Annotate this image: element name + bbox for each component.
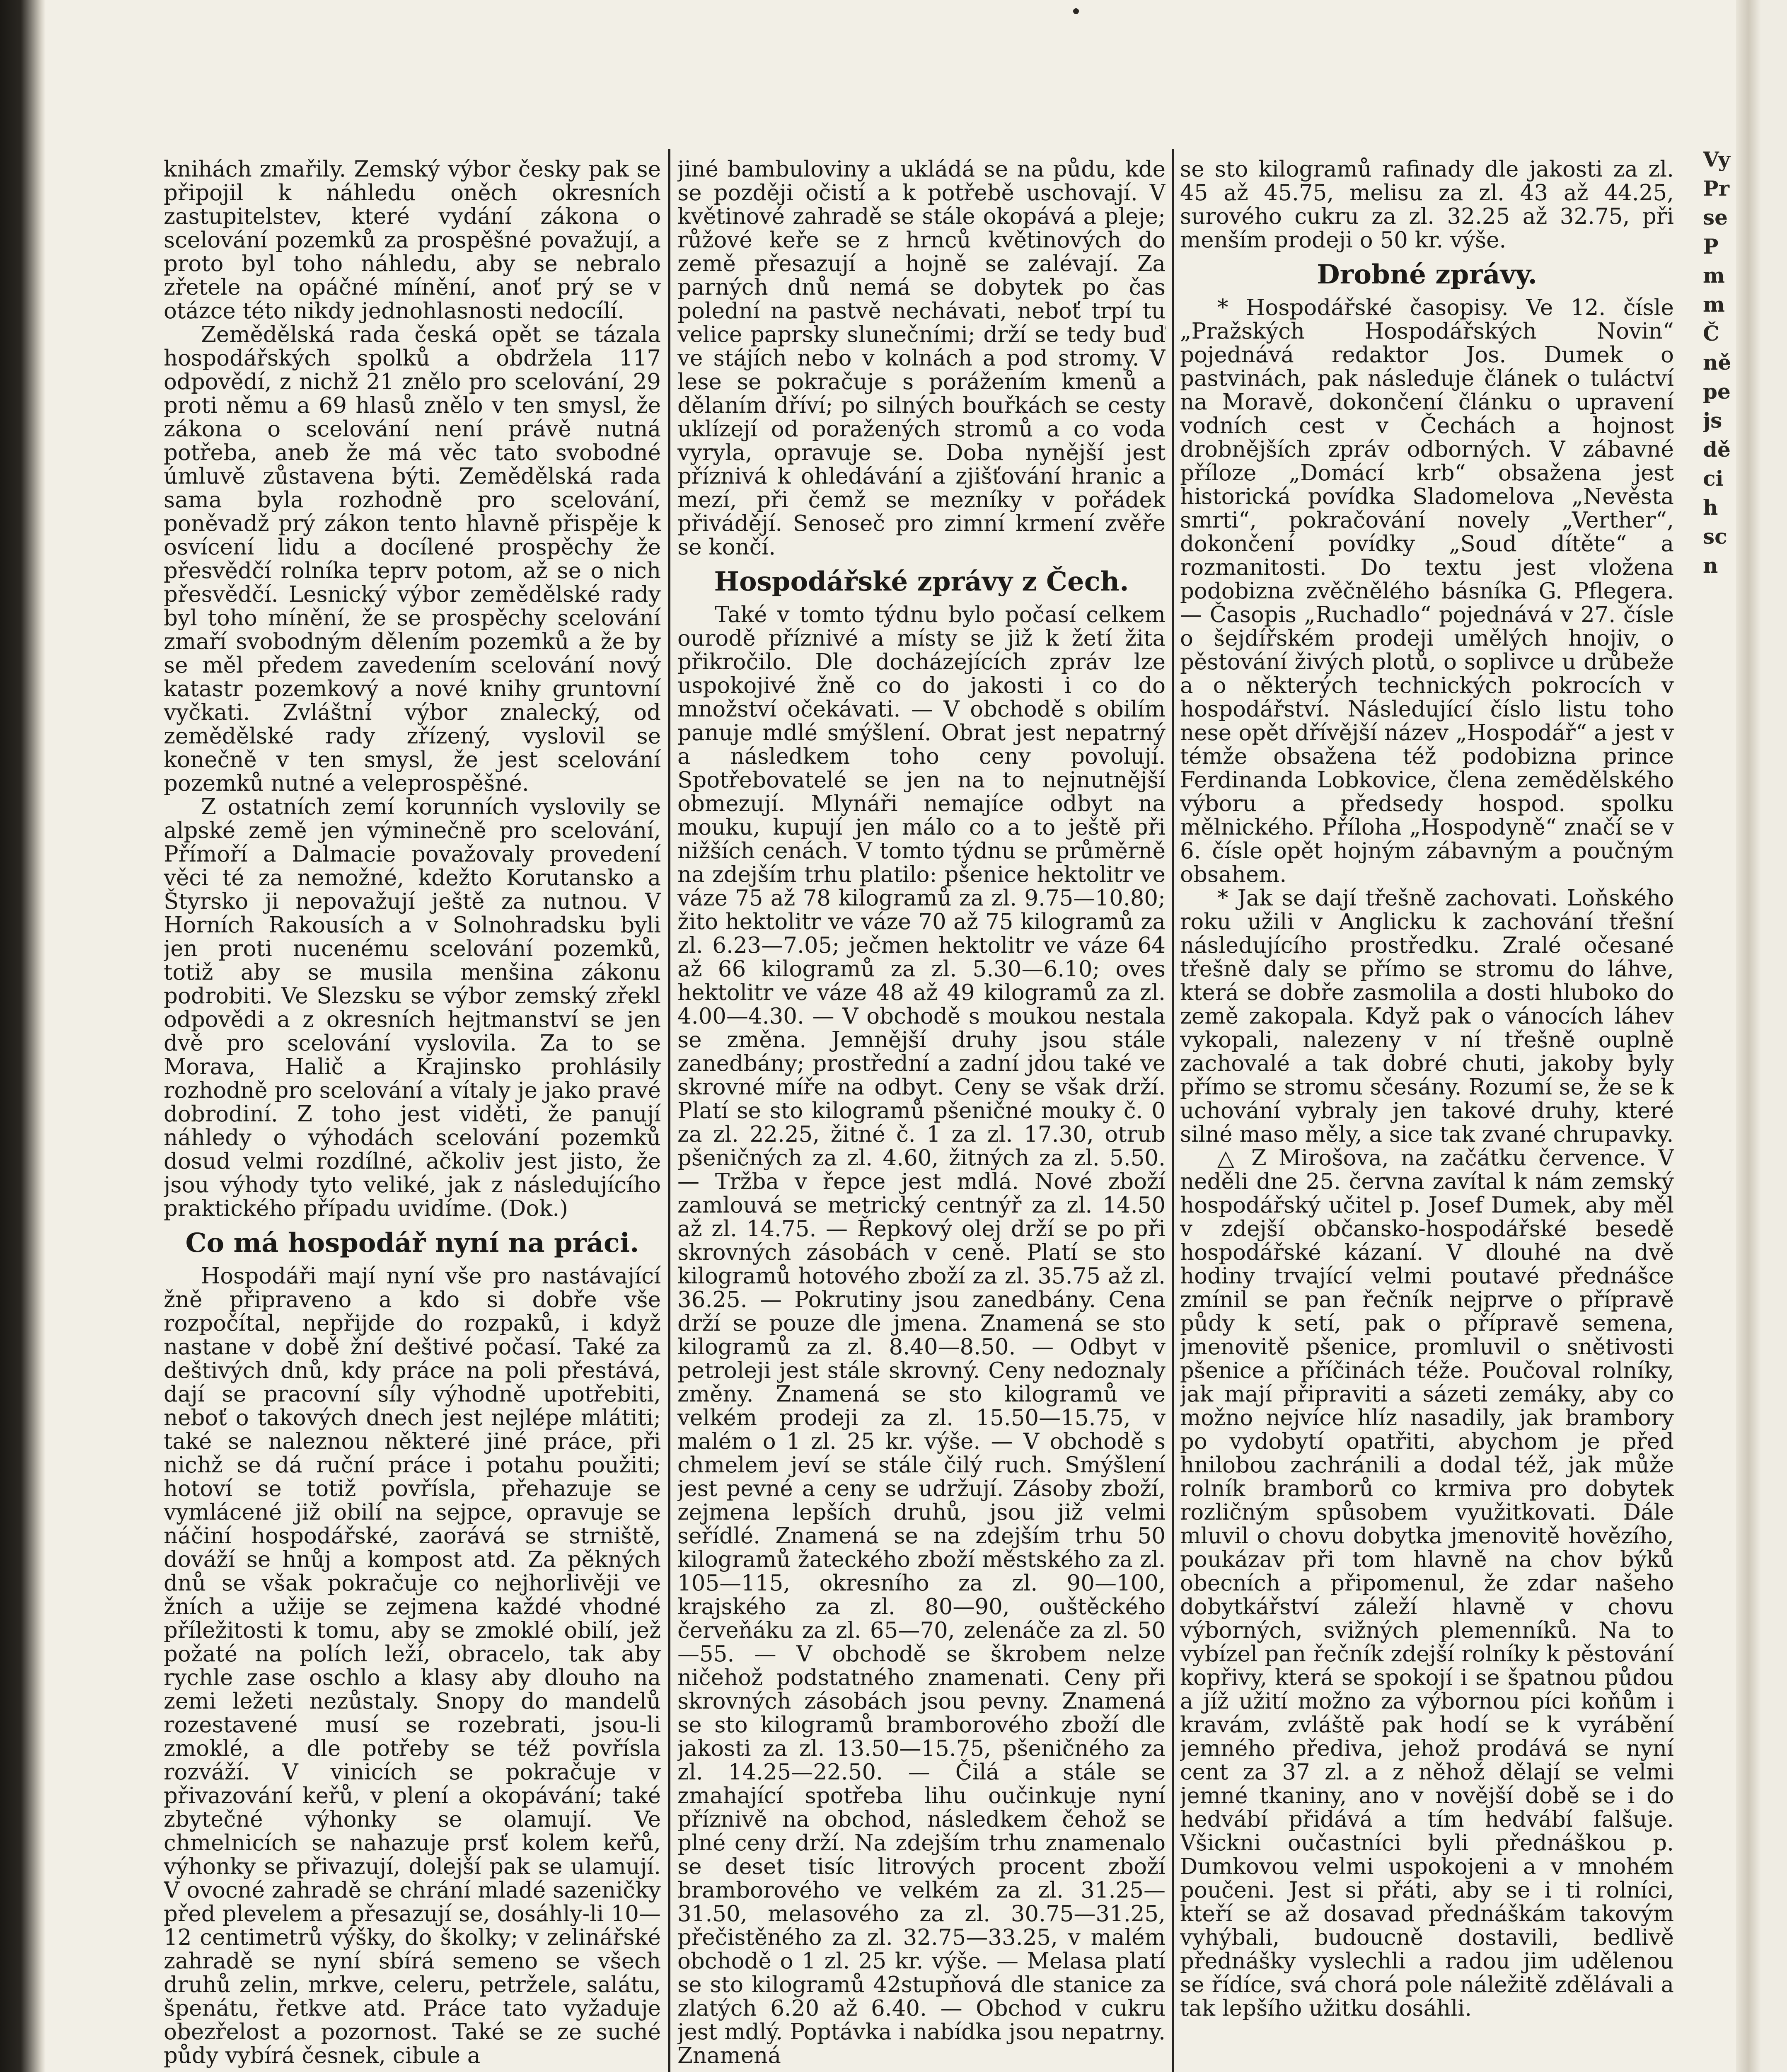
- page-binding-edge: [0, 0, 46, 2072]
- edge-fragment: ně: [1703, 350, 1731, 375]
- edge-fragment: se: [1703, 205, 1728, 230]
- edge-fragment: P: [1703, 234, 1719, 259]
- edge-fragment: Č: [1703, 321, 1719, 346]
- paragraph: Hospodáři mají nyní vše pro nastávající žně připraveno a kdo si dobře vše rozpočítal, nepřijde do rozpaků, i když nastane v době žní deštivé počasí. Také za deštivých dnů, kdy práce na poli přestává, dají se pracovní síly výhodně upotřebiti, neboť o takových dnech jest nejlépe mlátiti; také se naleznou některé jiné práce, při nichž se dá ruční práce i potahu použiti; hotoví se totiž povřísla, přehazuje se vymlácené již obilí na sejpce, opravuje se náčiní hospodářské, zaorává se strniště, dováží se hnůj a kompost atd. Za pěkných dnů se však pokračuje co nejhorlivěji ve žních a užije se zejmena každé vhodné příležitosti k tomu, aby se zmoklé obilí, jež požaté na polích leží, obracelo, tak aby rychle zase oschlo a klasy aby dlouho na zemi ležeti nezůstaly. Snopy do mandelů rozestavené musí se rozebrati, jsou-li zmoklé, a dle potřeby se též povřísla rozváží. V vinicích se pokračuje v přivazování keřů, v plení a okopávání; také zbytečné výhonky se olamují. Ve chmelnicích se nahazuje prsť kolem keřů, výhonky se přivazují, dolejší pak se ulamují. V ovocné zahradě se chrání mladé sazeničky před plevelem a přesazují se, dosáhly-li 10—12 centimetrů výšky, do školky; v zelinářské zahradě se nyní sbírá semeno se všech druhů zelin, mrkve, celeru, petržele, salátu, špenátu, řetkve atd. Práce tato vyžaduje obezřelost a pozornost. Také se ze suché půdy vybírá česnek, cibule a: [164, 1264, 661, 2068]
- paragraph: * Jak se dají třešně zachovati. Loňského roku užili v Anglicku k zachování třešní následujícího prostředku. Zralé očesané třešně daly se přímo se stromu do láhve, která se dobře zasmolila a dosti hluboko do země zakopala. Když pak o vánocích láhev vykopali, nalezeny v ní třešně ouplně zachovalé a tak dobré chuti, jakoby byly přímo se stromu sčesány. Rozumí se, že se k uchování vybraly jen takové druhy, které silné maso měly, a sice tak zvané chrupavky.: [1180, 886, 1674, 1147]
- adjacent-page-text-fragments: [1703, 145, 1736, 767]
- adjacent-page-edge: [1736, 0, 1787, 2072]
- edge-fragment: m: [1703, 263, 1725, 288]
- column-3: [1180, 157, 1674, 2072]
- paragraph: △ Z Mirošova, na začátku července. V neděli dne 25. června zavítal k nám zemský hospodářský učitel p. Josef Dumek, aby měl v zdejší občansko-hospodářské besedě hospodářské kázaní. V dlouhé na dvě hodiny trvající velmi poutavé přednášce zmínil se pan řečník nejprve o přípravě půdy k setí, pak o přípravě semena, jmenovitě pšenice, promluvil o snětivosti pšenice a příčinách téže. Poučoval rolníky, jak mají připraviti a sázeti zemáky, aby co možno nejvíce hlíz nasadily, jak brambory po vydobytí opatřiti, abychom je před hnilobou zachránili a dodal též, jak může rolník bramborů co krmiva pro dobytek rozličným spůsobem využitkovati. Dále mluvil o chovu dobytka jmenovitě hovězího, poukázav při tom hlavně na chov býků obecních a připomenul, že zdar našeho dobytkářství záleží hlavně v chovu výborných, svižných plemenníků. Na to vybízel pan řečník zdejší rolníky k pěstování kopřivy, která se spokojí i se špatnou půdou a jíž užití možno za výbornou píci koňům i kravám, zvláště pak hodí se k vyrábění jemného přediva, jehož prodává se nyní cent za 37 zl. a z něhož dělají se velmi jemné tkaniny, ano v novější době se i do hedvábí přidává a tím hedvábí falšuje. Všickni oučastníci byli přednáškou p. Dumkovou velmi uspokojeni a v mnohém poučeni. Jest si přáti, aby se i ti rolníci, kteří se až dosavad přednáškám takovým vyhýbali, budoucně dostavili, bedlivě přednášky vyslechli a radou jim udělenou se řídíce, svá chorá pole náležitě zdělávali a tak lepšího užitku dosáhli.: [1180, 1145, 1674, 2021]
- edge-fragment: m: [1703, 292, 1725, 317]
- paragraph: * Hospodářské časopisy. Ve 12. čísle „Pražských Hospodářských Novin“ pojednává redaktor Jos. Dumek o pastvinách, pak následuje článek o tuláctví na Moravě, dokončení článku o upravení vodních cest v Čechách a hojnost drobnějších zpráv odborných. V zábavné příloze „Domácí krb“ obsažena jest historická povídka Sladomelova „Nevěsta smrti“, pokračování novely „Verther“, dokončení povídky „Soud dítěte“ a rozmanitosti. Do textu jest vložena podobizna zvěčnělého básníka G. Pflegera. — Časopis „Ruchadlo“ pojednává v 27. čísle o šejdířském prodeji umělých hnojiv, o pěstování živých plotů, o soplivce u drůbeže a o některých technických pokrocích v hospodářství. Následující číslo listu toho nese opět dřívější název „Hospodář“ a jest v témže obsažena též podobizna prince Ferdinanda Lobkovice, člena zemědělského výboru a předsedy hospod. spolku mělnického. Příloha „Hospodyně“ značí se v 6. čísle opět hojným zábavným a poučným obsahem.: [1180, 295, 1674, 887]
- column-rule: [668, 149, 670, 2072]
- edge-fragment: js: [1703, 408, 1722, 433]
- column-1: [164, 157, 661, 2072]
- edge-fragment: dě: [1703, 437, 1731, 462]
- paragraph: Také v tomto týdnu bylo počasí celkem ourodě příznivé a místy se již k žetí žita přikročilo. Dle docházejících zpráv lze uspokojivé žně co do jakosti i co do množství očekávati. — V obchodě s obilím panuje mdlé smýšlení. Obrat jest nepatrný a následkem toho ceny povolují. Spotřebovatelé se jen na to nejnutnější obmezují. Mlynáři nemajíce odbyt na mouku, kupují jen málo co a to ještě při nižších cenách. V tomto týdnu se průměrně na zdejším trhu platilo: pšenice hektolitr ve váze 75 až 78 kilogramů za zl. 9.75—10.80; žito hektolitr ve váze 70 až 75 kilogramů za zl. 6.23—7.05; ječmen hektolitr ve váze 64 až 66 kilogramů za zl. 5.30—6.10; oves hektolitr ve váze 48 až 49 kilogramů za zl. 4.00—4.30. — V obchodě s moukou nestala se změna. Jemnější druhy jsou stále zanedbány; prostřední a zadní jdou také ve skrovné míře na odbyt. Ceny se však drží. Platí se sto kilogramů pšeničné mouky č. 0 za zl. 22.25, žitné č. 1 za zl. 17.30, otrub pšeničných za zl. 4.60, žitných za zl. 5.50. — Tržba v řepce jest mdlá. Nové zboží zamlouvá se metrický centnýř za zl. 14.50 až zl. 14.75. — Řepkový olej drží se po při skrovných zásobách v ceně. Platí se sto kilogramů hotového zboží za zl. 35.75 až zl. 36.25. — Pokrutiny jsou zanedbány. Cena drží se pouze dle jmena. Znamená se sto kilogramů za zl. 8.40—8.50. — Odbyt v petroleji jest stále skrovný. Ceny nedoznaly změny. Znamená se sto kilogramů ve velkém prodeji za zl. 15.50—15.75, v malém o 1 zl. 25 kr. výše. — V obchodě s chmelem jeví se stále čilý ruch. Smýšlení jest pevné a ceny se udržují. Zásoby zboží, zejmena lepších druhů, jsou již velmi seřídlé. Znamená se na zdejším trhu 50 kilogramů žateckého zboží městského za zl. 105—115, okresního za zl. 90—100, krajského za zl. 80—90, ouštěckého červeňáku za zl. 65—70, zelenáče za zl. 50—55. — V obchodě se škrobem nelze ničehož podstatného znamenati. Ceny při skrovných zásobách jsou pevny. Znamená se sto kilogramů bramborového zboží dle jakosti za zl. 13.50—15.75, pšeničného za zl. 14.25—22.50. — Čilá a stále se zmahající spotřeba lihu oučinkuje nyní příznivě na obchod, následkem čehož se plné ceny drží. Na zdejším trhu znamenalo se deset tisíc litrových procent zboží bramborového ve velkém za zl. 31.25—31.50, melasového za zl. 30.75—31.25, přečistěného za zl. 32.75—33.25, v malém obchodě o 1 zl. 25 kr. výše. — Melasa platí se sto kilogramů 42stupňová dle stanice za zlatých 6.20 až 6.40. — Obchod v cukru jest mdlý. Poptávka i nabídka jsou nepatrny. Znamená: [677, 602, 1166, 2068]
- edge-fragment: sc: [1703, 524, 1727, 549]
- edge-fragment: Pr: [1703, 176, 1729, 201]
- scan-speck: [1073, 8, 1079, 14]
- paragraph: Z ostatních zemí korunních vyslovily se alpské země jen výminečně pro scelování, Přímoří a Dalmacie považovaly provedení věci té za nemožné, kdežto Korutansko a Štyrsko ji nepovažují ještě za nutnou. V Horních Rakousích a v Solnohradsku byli jen proti nucenému scelování pozemků, totiž aby se musila menšina zákonu podrobiti. Ve Slezsku se výbor zemský zřekl odpovědi a z okresních hejtmanství se jen dvě pro scelování vyslovila. Za to se Morava, Halič a Krajinsko prohlásily rozhodně pro scelování a vítaly je jako pravé dobrodiní. Z toho jest viděti, že panují náhledy o výhodách scelování pozemků dosud velmi rozdílné, ačkoliv jest jisto, že jsou výhody tyto veliké, jak z následujícího praktického případu uvidíme. (Dok.): [164, 794, 661, 1221]
- section-heading: Co má hospodář nyní na práci.: [185, 1227, 639, 1259]
- paragraph: jiné bambuloviny a ukládá se na půdu, kde se později očistí a k potřebě uschovají. V květinové zahradě se stále okopává a pleje; růžové keře se z hrnců květinových do země přesazují a hojně se zalévají. Za parných dnů nemá se dobytek po čas polední na pastvě nechávati, neboť trpí tu velice paprsky slunečními; drží se tedy buď ve stájích nebo v kolnách a pod stromy. V lese se pokračuje s porážením kmenů a dělaním dříví; po silných bouřkách se cesty uklízejí od poražených stromů a co voda vyryla, opravuje se. Doba nynější jest příznivá k ohledávání a zjišťování hranic a mezí, při čemž se mezníky v pořádek přivádějí. Senoseč pro zimní krmení zvěře se končí.: [677, 157, 1166, 560]
- paragraph: knihách zmařily. Zemský výbor česky pak se připojil k náhledu oněch okresních zastupitelstev, které vydání zákona o scelování pozemků za prospěšné považují, a proto byl toho náhledu, aby se nebralo zřetele na opáčné mínění, anoť prý se v otázce této nikdy jednohlasnosti nedocílí.: [164, 157, 661, 324]
- edge-fragment: Vy: [1703, 147, 1730, 172]
- edge-fragment: ci: [1703, 466, 1724, 491]
- edge-fragment: h: [1703, 495, 1718, 520]
- edge-fragment: n: [1703, 553, 1718, 578]
- column-2: [677, 157, 1166, 2072]
- section-heading: Hospodářské zprávy z Čech.: [714, 566, 1129, 597]
- section-heading: Drobné zprávy.: [1317, 259, 1537, 290]
- edge-fragment: pe: [1703, 379, 1731, 404]
- paragraph: se sto kilogramů rafinady dle jakosti za zl. 45 až 45.75, melisu za zl. 43 až 44.25, surového cukru za zl. 32.25 až 32.75, při menším prodeji o 50 kr. výše.: [1180, 157, 1674, 253]
- column-rule: [1172, 149, 1174, 2072]
- paragraph: Zemědělská rada česká opět se tázala hospodářských spolků a obdržela 117 odpovědí, z nichž 21 znělo pro scelování, 29 proti němu a 69 hlasů znělo v ten smysl, že zákona o scelování není právě nutná potřeba, aneb že má věc tato svobodné úmluvě zůstavena býti. Zemědělská rada sama byla rozhodně pro scelování, poněvadž prý zákon tento hlavně přispěje k osvícení lidu a docílené prospěchy že přesvědčí rolníka teprv potom, až se o nich přesvědčí. Lesnický výbor zemědělské rady byl toho mínění, že se prospěchy scelování zmaří svobodným dělením pozemků a že by se měl předem zavedením scelování nový katastr pozemkový a nové knihy gruntovní vyčkati. Zvláštní výbor znalecký, od zemědělské rady zřízený, vyslovil se konečně v ten smysl, že jest scelování pozemků nutné a veleprospěšné.: [164, 322, 661, 796]
